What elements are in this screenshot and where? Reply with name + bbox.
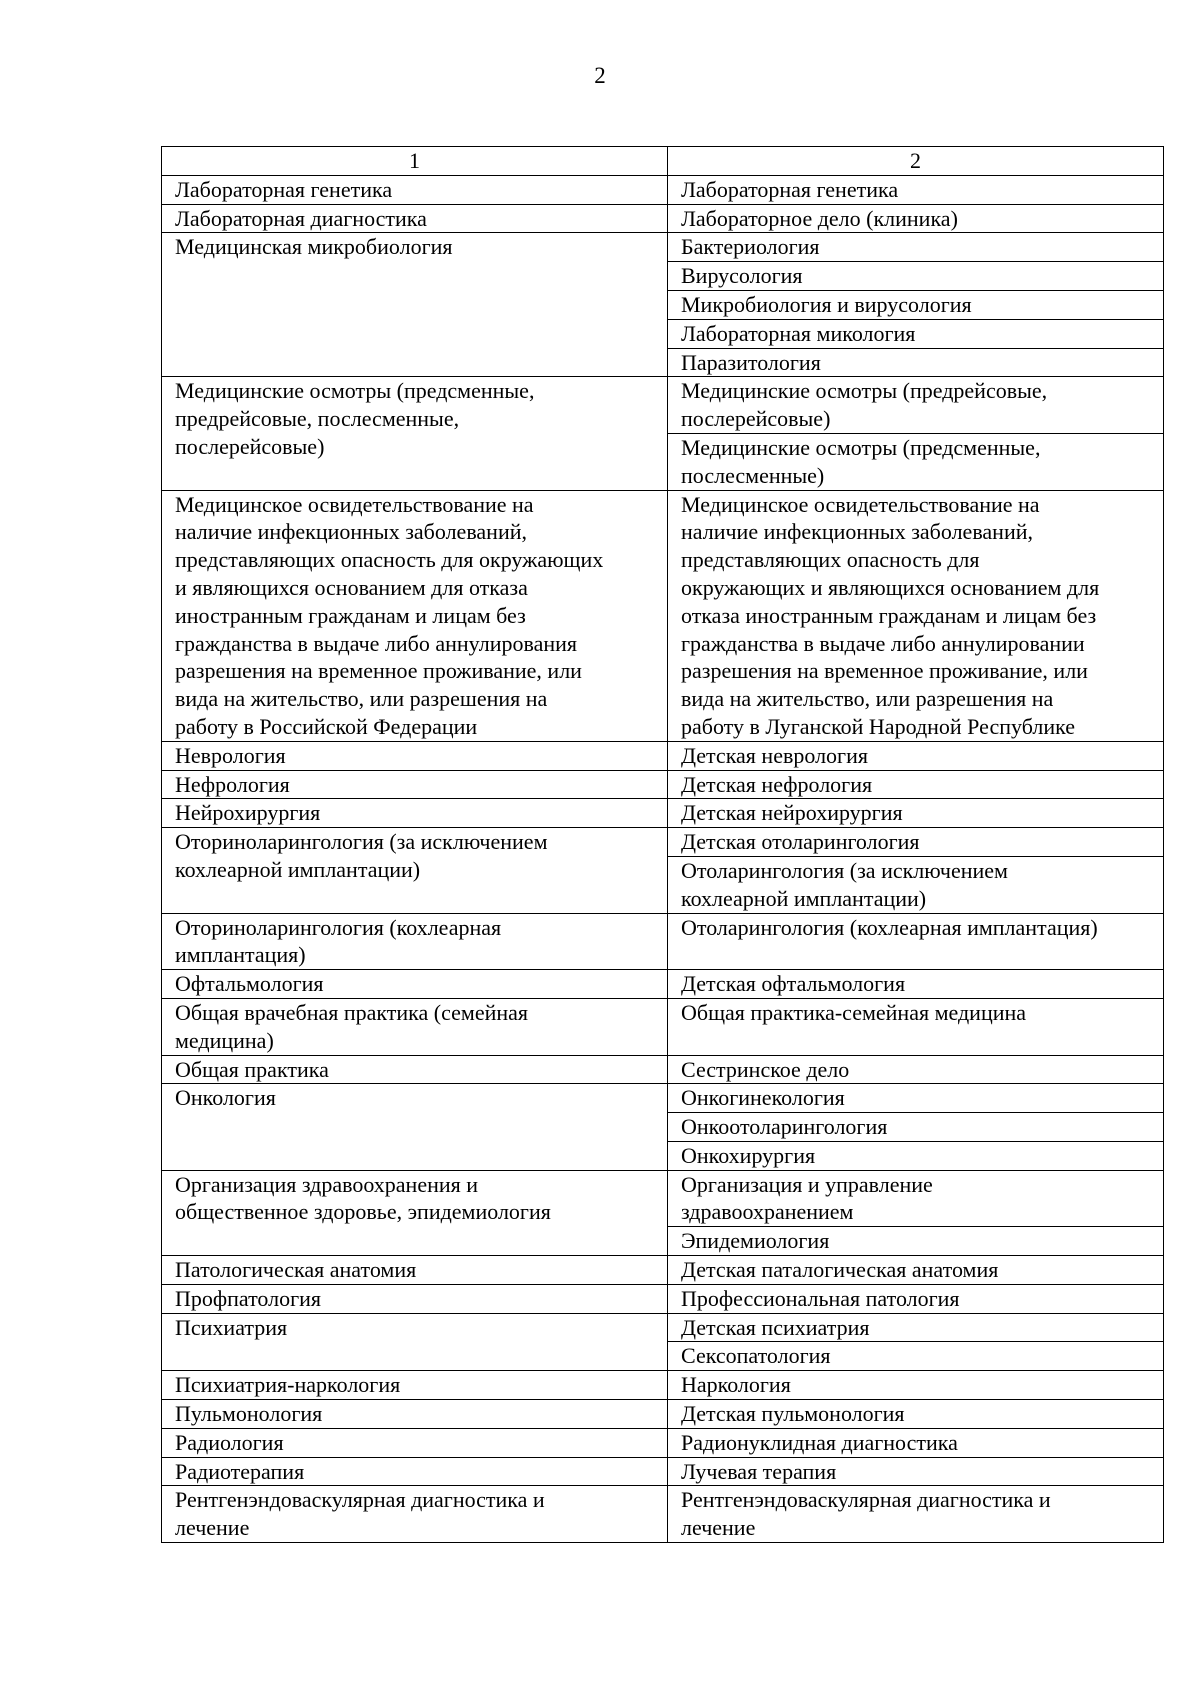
related-specialty-cell: Паразитология — [668, 348, 1164, 377]
related-specialty-cell: Вирусология — [668, 262, 1164, 291]
related-specialty-cell: Детская нейрохирургия — [668, 799, 1164, 828]
related-specialty-cell: Медицинские осмотры (предрейсовые, послерейсовые) — [668, 377, 1164, 434]
related-specialty-cell: Радионуклидная диагностика — [668, 1428, 1164, 1457]
related-specialty-cell: Рентгенэндоваскулярная диагностика и лечение — [668, 1486, 1164, 1543]
related-specialty-cell: Микробиология и вирусология — [668, 290, 1164, 319]
related-specialty-cell: Детская отоларингология — [668, 828, 1164, 857]
table-row — [162, 1371, 1164, 1400]
specialty-cell: Радиология — [162, 1428, 668, 1457]
specialty-cell: Рентгенэндоваскулярная диагностика и лечение — [162, 1486, 668, 1543]
table-row — [162, 1428, 1164, 1457]
table-row — [162, 1170, 1164, 1227]
related-specialty-cell: Онкоотоларингология — [668, 1113, 1164, 1142]
specialty-cell: Психиатрия — [162, 1313, 668, 1371]
specialty-cell: Лабораторная диагностика — [162, 204, 668, 233]
table-row — [162, 998, 1164, 1055]
table-body — [162, 147, 1164, 1543]
table-row — [162, 233, 1164, 262]
table-row — [162, 1486, 1164, 1543]
table-row — [162, 741, 1164, 770]
specialty-cell: Профпатология — [162, 1284, 668, 1313]
specialty-cell: Онкология — [162, 1084, 668, 1170]
related-specialty-cell: Лабораторное дело (клиника) — [668, 204, 1164, 233]
table-row — [162, 1457, 1164, 1486]
related-specialty-cell: Организация и управление здравоохранением — [668, 1170, 1164, 1227]
specialty-cell: Радиотерапия — [162, 1457, 668, 1486]
related-specialty-cell: Лучевая терапия — [668, 1457, 1164, 1486]
specialties-table — [161, 146, 1164, 1543]
column-header-2: 2 — [668, 147, 1164, 176]
related-specialty-cell: Онкохирургия — [668, 1141, 1164, 1170]
specialty-cell: Медицинская микробиология — [162, 233, 668, 377]
related-specialty-cell: Отоларингология (кохлеарная имплантация) — [668, 913, 1164, 970]
specialty-cell: Нейрохирургия — [162, 799, 668, 828]
column-header-1: 1 — [162, 147, 668, 176]
table-row — [162, 799, 1164, 828]
related-specialty-cell: Детская офтальмология — [668, 970, 1164, 999]
specialty-cell: Офтальмология — [162, 970, 668, 999]
table-row — [162, 970, 1164, 999]
related-specialty-cell: Медицинские осмотры (предсменные, послесменные) — [668, 433, 1164, 490]
specialty-cell: Неврология — [162, 741, 668, 770]
related-specialty-cell: Лабораторная генетика — [668, 175, 1164, 204]
specialty-cell: Медицинское освидетельствование на наличие инфекционных заболеваний, представляющих опасность для окружающих и являющихся основанием для отказа иностранным гражданам и лицам без гражданства в выдаче либо аннулирования разрешения на временное проживание, или вида на жительство, или разрешения на работу в Российской Федерации — [162, 490, 668, 741]
table-row — [162, 770, 1164, 799]
related-specialty-cell: Отоларингология (за исключением кохлеарной имплантации) — [668, 856, 1164, 913]
related-specialty-cell: Общая практика-семейная медицина — [668, 998, 1164, 1055]
related-specialty-cell: Детская пульмонология — [668, 1400, 1164, 1429]
specialty-cell: Нефрология — [162, 770, 668, 799]
page-number: 2 — [594, 63, 606, 88]
table-row — [162, 1400, 1164, 1429]
related-specialty-cell: Профессиональная патология — [668, 1284, 1164, 1313]
related-specialty-cell: Детская неврология — [668, 741, 1164, 770]
related-specialty-cell: Медицинское освидетельствование на наличие инфекционных заболеваний, представляющих опасность для окружающих и являющихся основанием для отказа иностранным гражданам и лицам без гражданства в выдаче либо аннулировании разрешения на временное проживание, или вида на жительство, или разрешения на работу в Луганской Народной Республике — [668, 490, 1164, 741]
related-specialty-cell: Лабораторная микология — [668, 319, 1164, 348]
table-row — [162, 490, 1164, 741]
specialty-cell: Лабораторная генетика — [162, 175, 668, 204]
table-row — [162, 828, 1164, 857]
table-row — [162, 377, 1164, 434]
specialty-cell: Патологическая анатомия — [162, 1256, 668, 1285]
table-row — [162, 1313, 1164, 1342]
table-row — [162, 1256, 1164, 1285]
specialty-cell: Общая врачебная практика (семейная медицина) — [162, 998, 668, 1055]
table-row — [162, 1284, 1164, 1313]
specialty-cell: Организация здравоохранения и общественное здоровье, эпидемиология — [162, 1170, 668, 1255]
related-specialty-cell: Детская паталогическая анатомия — [668, 1256, 1164, 1285]
specialty-cell: Пульмонология — [162, 1400, 668, 1429]
specialty-cell: Психиатрия-наркология — [162, 1371, 668, 1400]
table-row — [162, 175, 1164, 204]
specialty-cell: Оториноларингология (за исключением кохлеарной имплантации) — [162, 828, 668, 913]
related-specialty-cell: Детская психиатрия — [668, 1313, 1164, 1342]
table-row — [162, 1055, 1164, 1084]
specialty-cell: Оториноларингология (кохлеарная имплантация) — [162, 913, 668, 970]
table-row — [162, 913, 1164, 970]
table-row — [162, 1084, 1164, 1113]
related-specialty-cell: Эпидемиология — [668, 1227, 1164, 1256]
related-specialty-cell: Детская нефрология — [668, 770, 1164, 799]
table-row — [162, 204, 1164, 233]
table-header-row — [162, 147, 1164, 176]
specialty-cell: Общая практика — [162, 1055, 668, 1084]
related-specialty-cell: Сексопатология — [668, 1342, 1164, 1371]
specialty-cell: Медицинские осмотры (предсменные, предрейсовые, послесменные, послерейсовые) — [162, 377, 668, 490]
related-specialty-cell: Сестринское дело — [668, 1055, 1164, 1084]
related-specialty-cell: Наркология — [668, 1371, 1164, 1400]
related-specialty-cell: Бактериология — [668, 233, 1164, 262]
related-specialty-cell: Онкогинекология — [668, 1084, 1164, 1113]
